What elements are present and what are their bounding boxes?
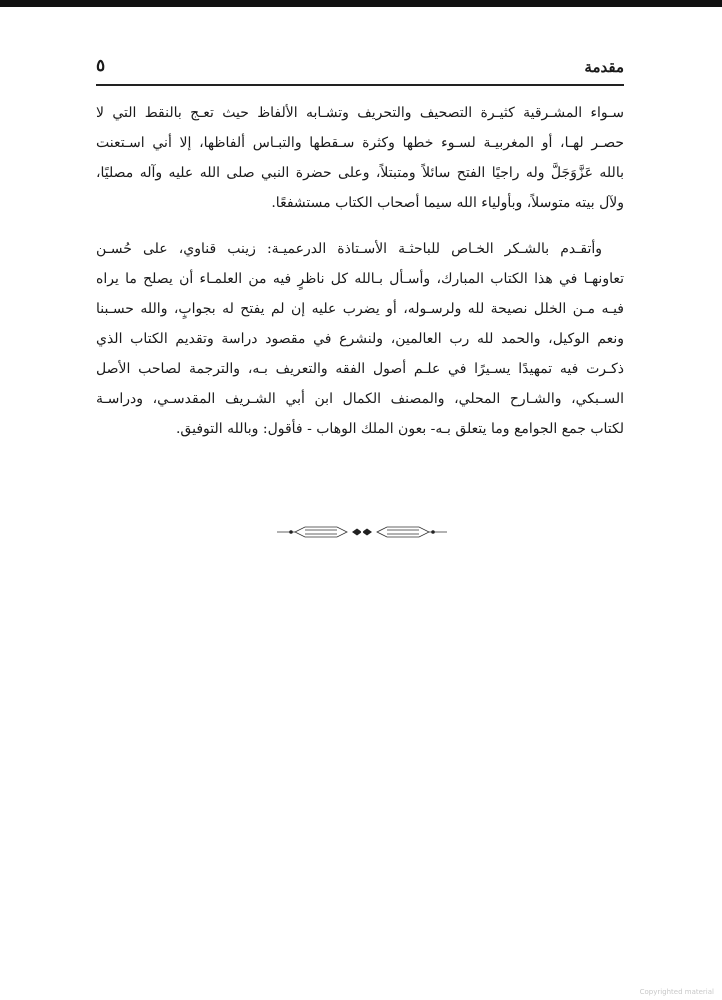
text-line: السـبكي، والشـارح المحلي، والمصنف الكمال ابن أبي الشـريف المقدسـي، ودراسـة: [96, 391, 624, 407]
paragraph-gap: [96, 218, 624, 234]
text-line: ذكـرت فيه تمهيدًا يسـيرًا في علـم أصول الفقه والتعريف بـه، والترجمة لصاحب الأصل: [96, 361, 624, 377]
paragraph-2: [96, 234, 624, 444]
section-divider-ornament: [275, 522, 449, 542]
copyright-watermark: Copyrighted material: [639, 988, 714, 996]
text-line: ونعم الوكيل، والحمد لله رب العالمين، ولنشرع في مقصود دراسة وتقديم الكتاب الذي: [96, 331, 624, 347]
text-line: لكتاب جمع الجوامع وما يتعلق بـه- بعون الملك الوهاب - فأقول: وبالله التوفيق.: [175, 421, 624, 437]
text-line: تعاونهـا في هذا الكتاب المبارك، وأسـأل بـالله كل ناظرٍ فيه من العلمـاء أن يصلح ما يراه: [96, 271, 624, 287]
text-line: ولآل بيته متوسلاً، وبأولياء الله سيما أصحاب الكتاب مستشفعًا.: [271, 195, 624, 211]
body-text: [96, 98, 624, 444]
header-rule: [96, 84, 624, 86]
running-head-title: مقدمة: [584, 58, 624, 76]
text-line: سـواء المشـرقية كثيـرة التصحيف والتحريف وتشـابه الألفاظ حيث تعـج بالنقط التي لا: [96, 105, 624, 121]
text-line: فيـه مـن الخلل نصيحة لله ولرسـوله، أو يضرب عليه إن لم يفتح له بجوابٍ، والله حسـبنا: [96, 301, 624, 317]
paragraph-1: [96, 98, 624, 218]
page-number: ٥: [96, 56, 106, 76]
text-line: حصـر لهـا، أو المغربيـة لسـوء خطها وكثرة سـقطها والتبـاس ألفاظها، إلا أني اسـتعنت: [96, 135, 624, 151]
text-line: بالله عَزَّوَجَلَّ وله راجيًا الفتح سائلاً ومتبتلاً، وعلى حضرة النبي صلى الله عليه وآله مصليًا،: [96, 165, 624, 181]
page-header: [96, 54, 624, 84]
text-line: وأتقـدم بالشـكر الخـاص للباحثـة الأسـتاذة الدرعميـة: زينب قناوي، على حُسـن: [96, 241, 602, 257]
page-top-edge: [0, 0, 722, 7]
